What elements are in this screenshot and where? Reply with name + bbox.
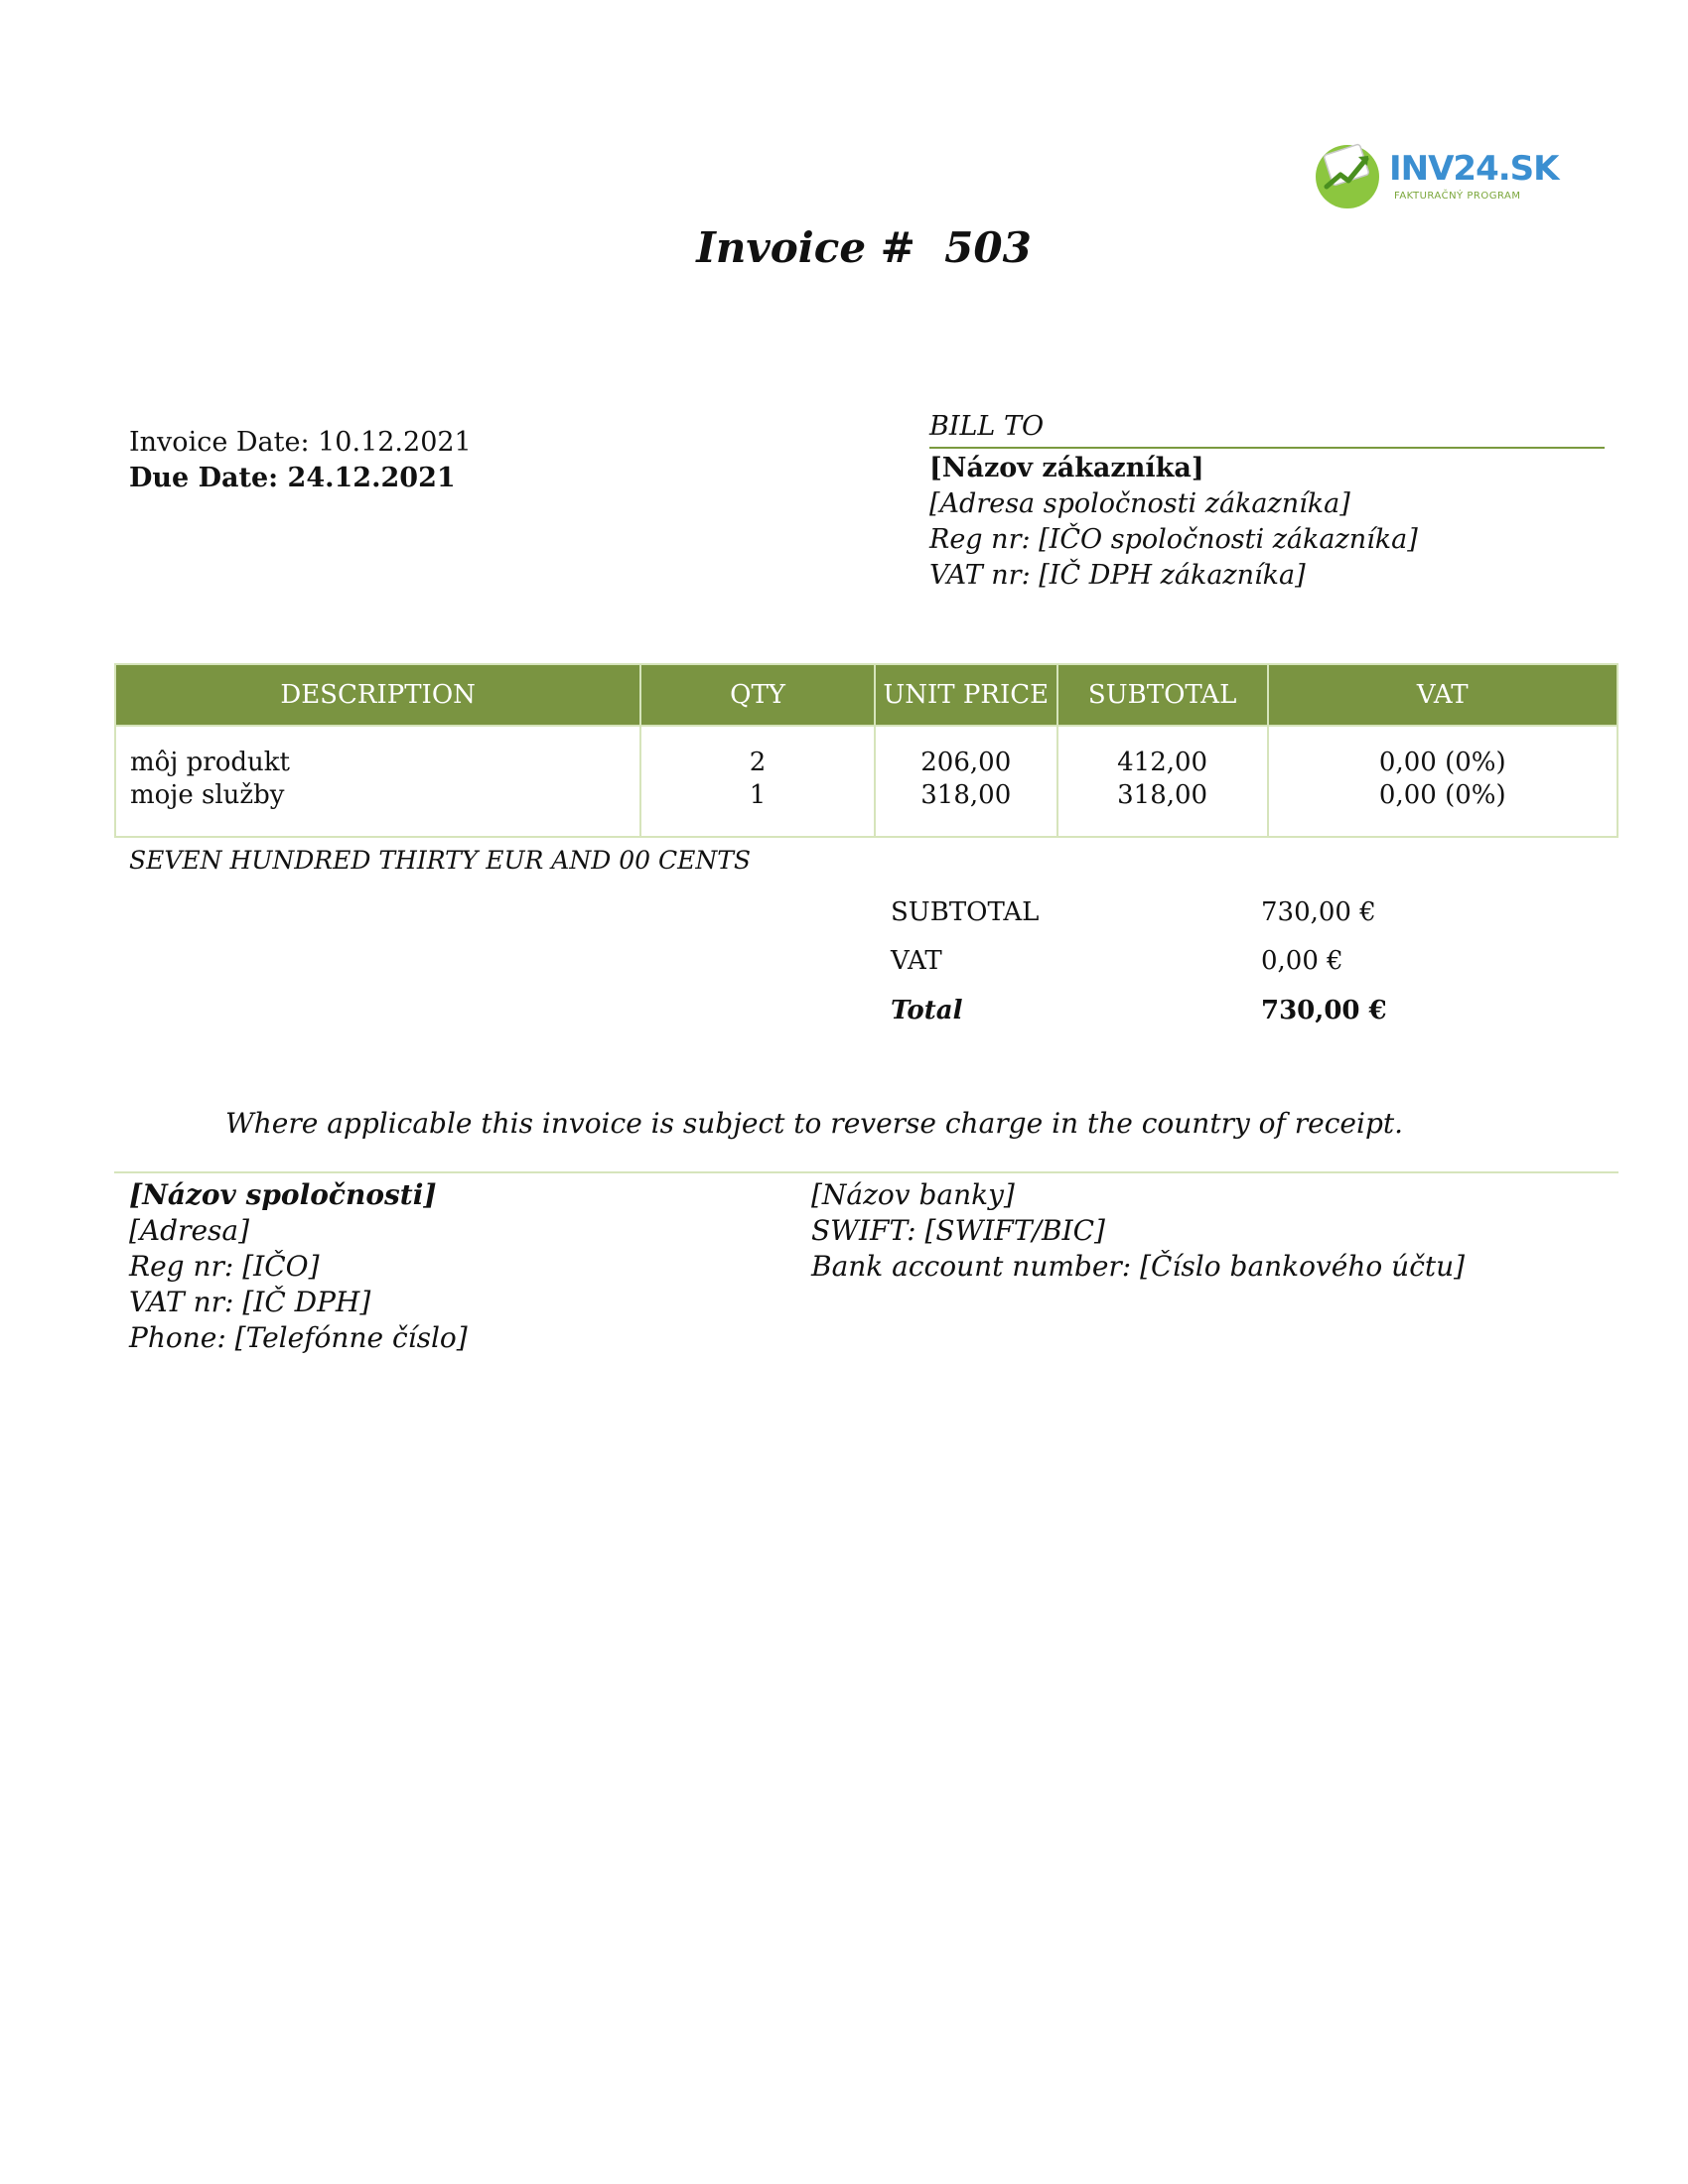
invoice-number: 503 — [944, 223, 1032, 272]
table-row — [115, 726, 1618, 837]
invoice-date: Invoice Date: 10.12.2021 — [129, 427, 472, 458]
total-value: 730,00 € — [1261, 996, 1387, 1025]
invoice-label: Invoice # — [696, 223, 915, 272]
item-description: môj produkt — [130, 748, 290, 777]
vat-cell — [1268, 726, 1618, 837]
item-subtotal: 318,00 — [1117, 780, 1208, 810]
total-label: Total — [891, 996, 963, 1025]
reverse-charge-note: Where applicable this invoice is subject to reverse charge in the country of receipt. — [224, 1107, 1404, 1140]
header-vat: VAT — [1268, 664, 1618, 726]
footer-divider — [114, 1171, 1618, 1173]
company-address: [Adresa] — [129, 1214, 250, 1247]
qty-cell — [640, 726, 875, 837]
items-table — [114, 663, 1618, 838]
bill-to-block — [929, 409, 1605, 594]
company-vat: VAT nr: [IČ DPH] — [129, 1286, 371, 1318]
company-reg: Reg nr: [IČO] — [129, 1250, 320, 1283]
bank-account: Bank account number: [Číslo bankového účtu] — [811, 1250, 1466, 1283]
logo-subtitle: FAKTURAČNÝ PROGRAM — [1394, 191, 1521, 202]
item-description: moje služby — [130, 780, 285, 810]
company-phone: Phone: [Telefónne číslo] — [129, 1321, 468, 1354]
header-unit-price: UNIT PRICE — [875, 664, 1057, 726]
invoice-title — [0, 223, 1688, 272]
description-cell — [115, 726, 640, 837]
subtotal-value: 730,00 € — [1261, 897, 1376, 927]
table-header-row — [115, 664, 1618, 726]
item-unit-price: 318,00 — [920, 780, 1012, 810]
item-vat: 0,00 (0%) — [1378, 780, 1506, 810]
customer-vat: VAT nr: [IČ DPH zákazníka] — [929, 560, 1306, 591]
unit-price-cell — [875, 726, 1057, 837]
company-block — [129, 1177, 468, 1356]
due-date: Due Date: 24.12.2021 — [129, 463, 456, 493]
header-subtotal: SUBTOTAL — [1057, 664, 1268, 726]
company-name: [Názov spoločnosti] — [129, 1178, 437, 1211]
item-qty: 1 — [749, 780, 767, 810]
bank-swift: SWIFT: [SWIFT/BIC] — [811, 1214, 1105, 1247]
chart-arrow-logo-icon — [1313, 139, 1384, 210]
subtotal-cell — [1057, 726, 1268, 837]
vat-value: 0,00 € — [1261, 946, 1343, 976]
vat-label: VAT — [891, 946, 942, 976]
bill-to-header: BILL TO — [929, 409, 1605, 449]
item-qty: 2 — [749, 748, 767, 777]
bank-name: [Názov banky] — [811, 1178, 1015, 1211]
item-subtotal: 412,00 — [1117, 748, 1208, 777]
subtotal-label: SUBTOTAL — [891, 897, 1040, 927]
logo-text: INV24.SK — [1389, 149, 1559, 189]
header-qty: QTY — [640, 664, 875, 726]
company-logo — [1313, 139, 1559, 213]
bank-block — [811, 1177, 1465, 1285]
invoice-dates — [129, 425, 472, 496]
customer-address: [Adresa spoločnosti zákazníka] — [929, 488, 1350, 519]
item-unit-price: 206,00 — [920, 748, 1012, 777]
customer-name: [Názov zákazníka] — [929, 453, 1204, 483]
amount-in-words: SEVEN HUNDRED THIRTY EUR AND 00 CENTS — [129, 846, 752, 875]
header-description: DESCRIPTION — [115, 664, 640, 726]
item-vat: 0,00 (0%) — [1378, 748, 1506, 777]
customer-reg: Reg nr: [IČO spoločnosti zákazníka] — [929, 524, 1418, 555]
